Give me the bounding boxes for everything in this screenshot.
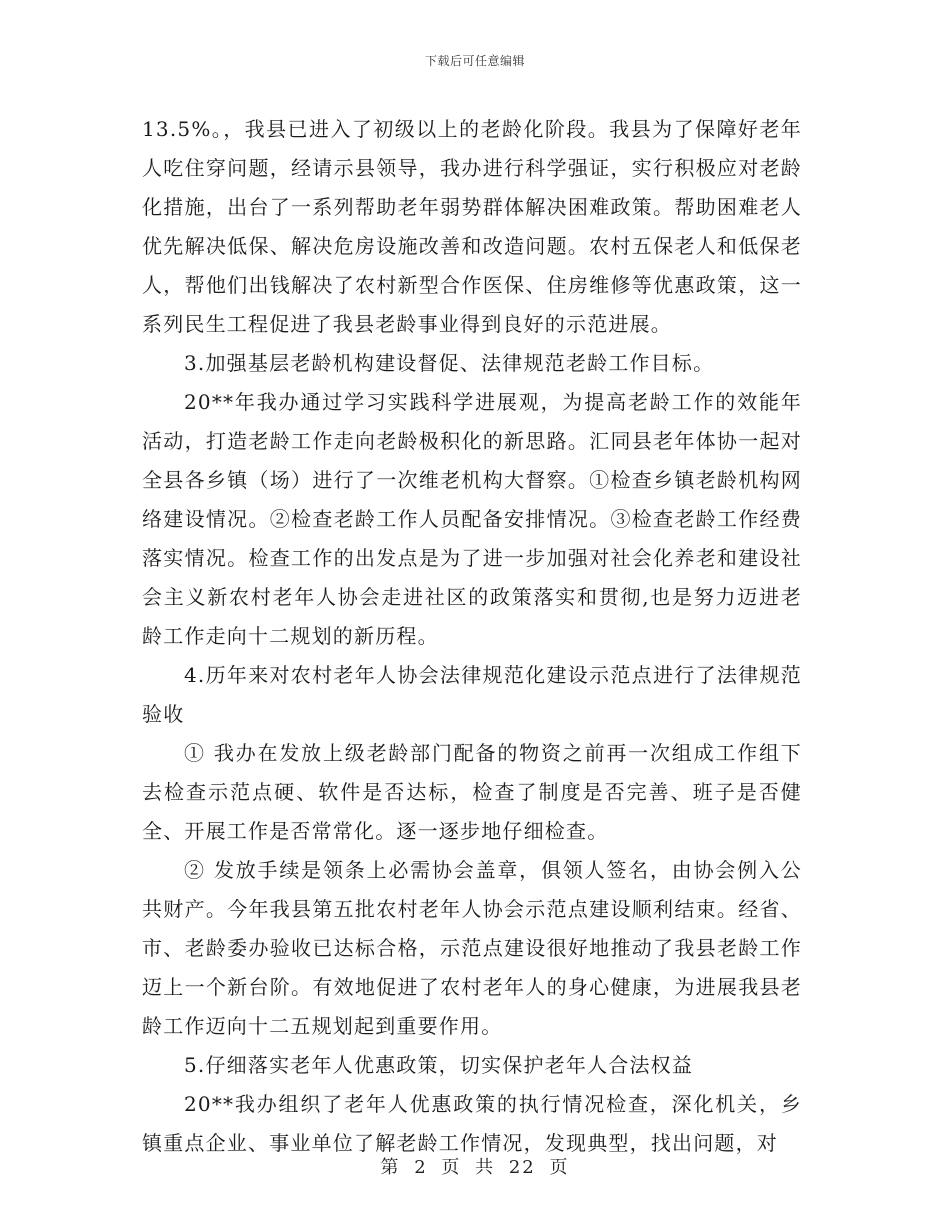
paragraph: 13.5%。，我县已进入了初级以上的老龄化阶段。我县为了保障好老年人吃住穿问题，经请示县领导，我办进行科学强证，实行积极应对老龄化措施，出台了一系列帮助老年弱势群体解决困难政策。帮助困难老人优先解决低保、解决危房设施改善和改造问题。农村五保老人和低保老人，帮他们出钱解决了农村新型合作医保、住房维修等优惠政策，这一系列民生工程促进了我县老龄事业得到良好的示范进展。 [142,117,802,336]
paragraph: ② 发放手续是领条上必需协会盖章，俱领人签名，由协会例入公共财产。今年我县第五批农村老年人协会示范点建设顺利结束。经省、市、老龄委办验收已达标合格，示范点建设很好地推动了我县老龄工作迈上一个新台阶。有效地促进了农村老年人的身心健康，为进展我县老龄工作迈向十二五规划起到重要作用。 [142,858,802,1038]
paragraph: 20**我办组织了老年人优惠政策的执行情况检查，深化机关，乡镇重点企业、事业单位了解老龄工作情况，发现典型，找出问题，对 [142,1092,802,1155]
paragraph: ① 我办在发放上级老龄部门配备的物资之前再一次组成工作组下去检查示范点硬、软件是否达标，检查了制度是否完善、班子是否健全、开展工作是否常常化。逐一逐步地仔细检查。 [142,741,802,843]
page-header: 下载后可任意编辑 [424,54,525,68]
page-number-footer: 第 2 页 共 22 页 [380,1157,570,1178]
document-body [142,110,802,1163]
paragraph: 4.历年来对农村老年人协会法律规范化建设示范点进行了法律规范验收 [142,663,802,726]
paragraph: 20**年我办通过学习实践科学进展观，为提高老龄工作的效能年活动，打造老龄工作走向老龄极积化的新思路。汇同县老年体协一起对全县各乡镇（场）进行了一次维老机构大督察。①检查乡镇老龄机构网络建设情况。②检查老龄工作人员配备安排情况。③检查老龄工作经费落实情况。检查工作的出发点是为了进一步加强对社会化养老和建设社会主义新农村老年人协会走进社区的政策落实和贯彻,也是努力迈进老龄工作走向十二规划的新历程。 [142,390,802,648]
paragraph: 3.加强基层老龄机构建设督促、法律规范老龄工作目标。 [184,351,715,375]
paragraph: 5.仔细落实老年人优惠政策，切实保护老年人合法权益 [184,1053,694,1077]
